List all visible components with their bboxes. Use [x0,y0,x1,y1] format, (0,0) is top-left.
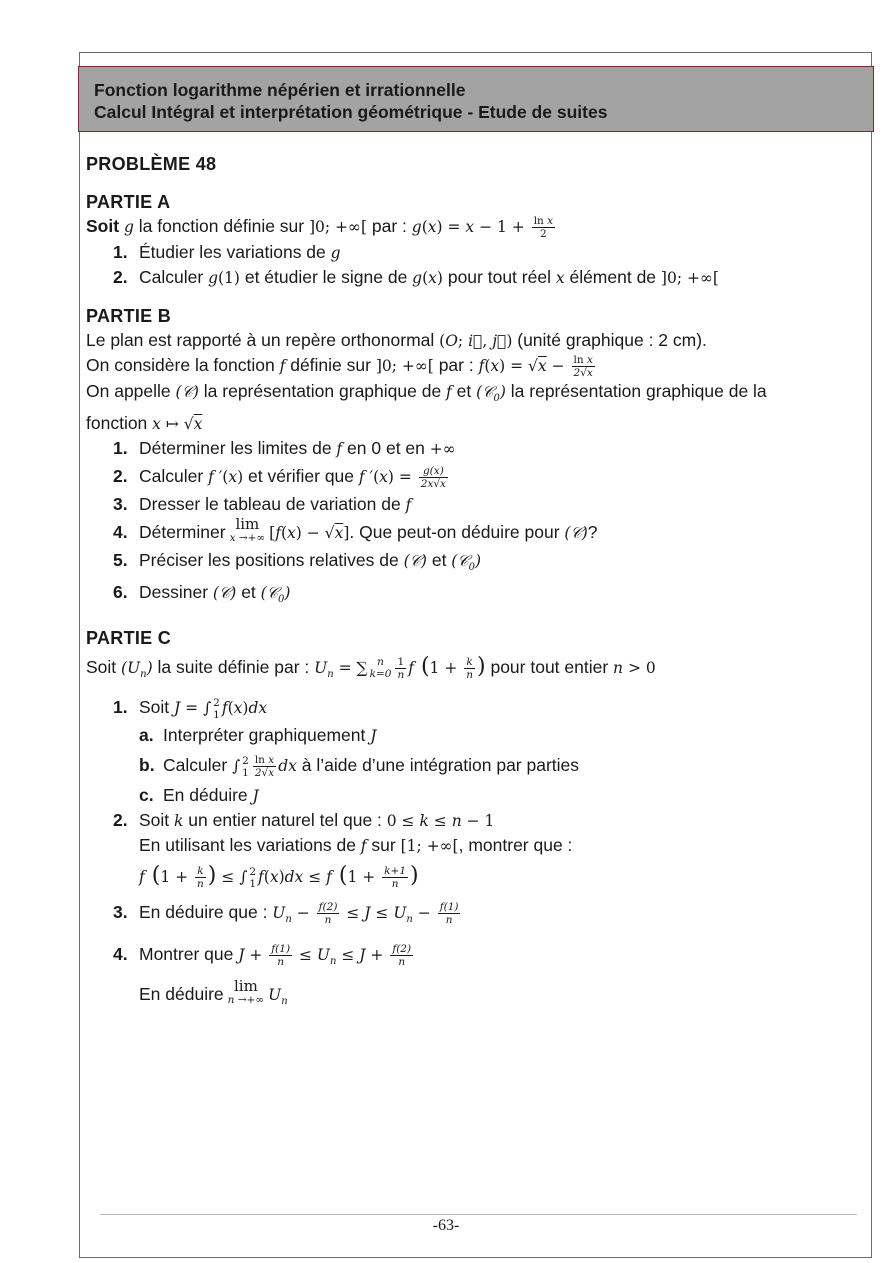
part-c-q1: 1. Soit J = ∫ 2 1 f(x)dx [113,696,268,721]
part-b-line-4: fonction x ↦ √x [86,412,203,433]
part-a-intro: Soit g la fonction définie sur ]0; +∞[ par : g(x) = x − 1 + $\frac{\text{ln x}}{2}$ [86,214,554,240]
part-c-q3: 3. En déduire que : $U_n$ − $\frac{f(2)}{n}$ ≤ $J \le U_n$ − $\frac{f(1)}{n}$ [113,901,459,926]
part-c-q1b: b. Calculer ∫ 2 1 $\frac{\text{ln x}}{2√x}$ dx à l’aide d’une intégration par parties [139,754,580,779]
part-c-title: PARTIE C [86,628,172,649]
part-b-line-3: On appelle (𝒞) la représentation graphique de f et (𝒞$_0$) la représentation graphique de la [86,380,767,404]
header-line-2: Calcul Intégral et interprétation géométrique - Etude de suites [94,102,608,122]
part-c-q1a: a. Interpréter graphiquement J [139,725,377,746]
part-c-q2-cont: En utilisant les variations de f sur [1; +∞[, montrer que : [139,835,573,856]
part-b-q4: 4. Déterminer lim x →+∞ [f(x) − √x]. Que peut-on déduire pour (𝒞)? [113,514,598,544]
part-b-q5: 5. Préciser les positions relatives de (𝒞) et (𝒞$_0$) [113,549,482,573]
page-number: -63- [432,1217,460,1234]
part-b-title: PARTIE B [86,305,172,326]
header-line-1: Fonction logarithme népérien et irrationnelle [94,80,466,100]
part-b-q2: 2. Calculer f ′(x) et vérifier que f ′(x) = $\frac{g(x)}{2x√x}$ [113,464,446,490]
part-c-q2-inequality: f (1 + $\frac{k}{n}$ ) ≤ ∫ 2 1 f(x)dx ≤ f (1 + $\frac{k+1}{n}$ ) [139,863,419,890]
problem-title: PROBLÈME 48 [86,154,217,174]
part-c-q4-cont: En déduire lim n →+∞ $U_n$ [139,977,288,1008]
part-b-q6: 6. Dessiner (𝒞) et (𝒞$_0$) [113,581,291,606]
part-c-line-1: Soit $(U_n)$ la suite définie par : $U_n$ = ∑ n k=0 $\frac{1}{n}$ f (1 + $\frac{k}{n}$ ) pour tout entier n > 0 [86,654,656,681]
part-b-line-1: Le plan est rapporté à un repère orthonormal (O; i⃗, j⃗) (unité graphique : 2 cm). [86,329,707,350]
part-b-q3: 3. Dresser le tableau de variation de f [113,493,412,514]
problem-content [86,152,866,1017]
part-b-q1: 1. Déterminer les limites de f en 0 et en +∞ [113,437,456,458]
footer-divider [100,1214,857,1215]
part-a-q1: 1. Étudier les variations de g [113,241,341,262]
part-c-q2: 2. Soit k un entier naturel tel que : 0 ≤ k ≤ n − 1 [113,810,495,831]
part-b-line-2: On considère la fonction f définie sur ]0; +∞[ par : f(x) = √x − $\frac{\text{ln x}}{2√x}$ [86,353,593,379]
part-a-title: PARTIE A [86,192,171,212]
part-a-q2: 2. Calculer g(1) et étudier le signe de g(x) pour tout réel x élément de ]0; +∞[ [113,266,719,287]
part-c-q1c: c. En déduire J [139,785,259,806]
part-c-q4: 4. Montrer que J + $\frac{f(1)}{n}$ ≤ $U_n \le J$ + $\frac{f(2)}{n}$ [113,943,412,969]
chapter-header [78,66,874,132]
